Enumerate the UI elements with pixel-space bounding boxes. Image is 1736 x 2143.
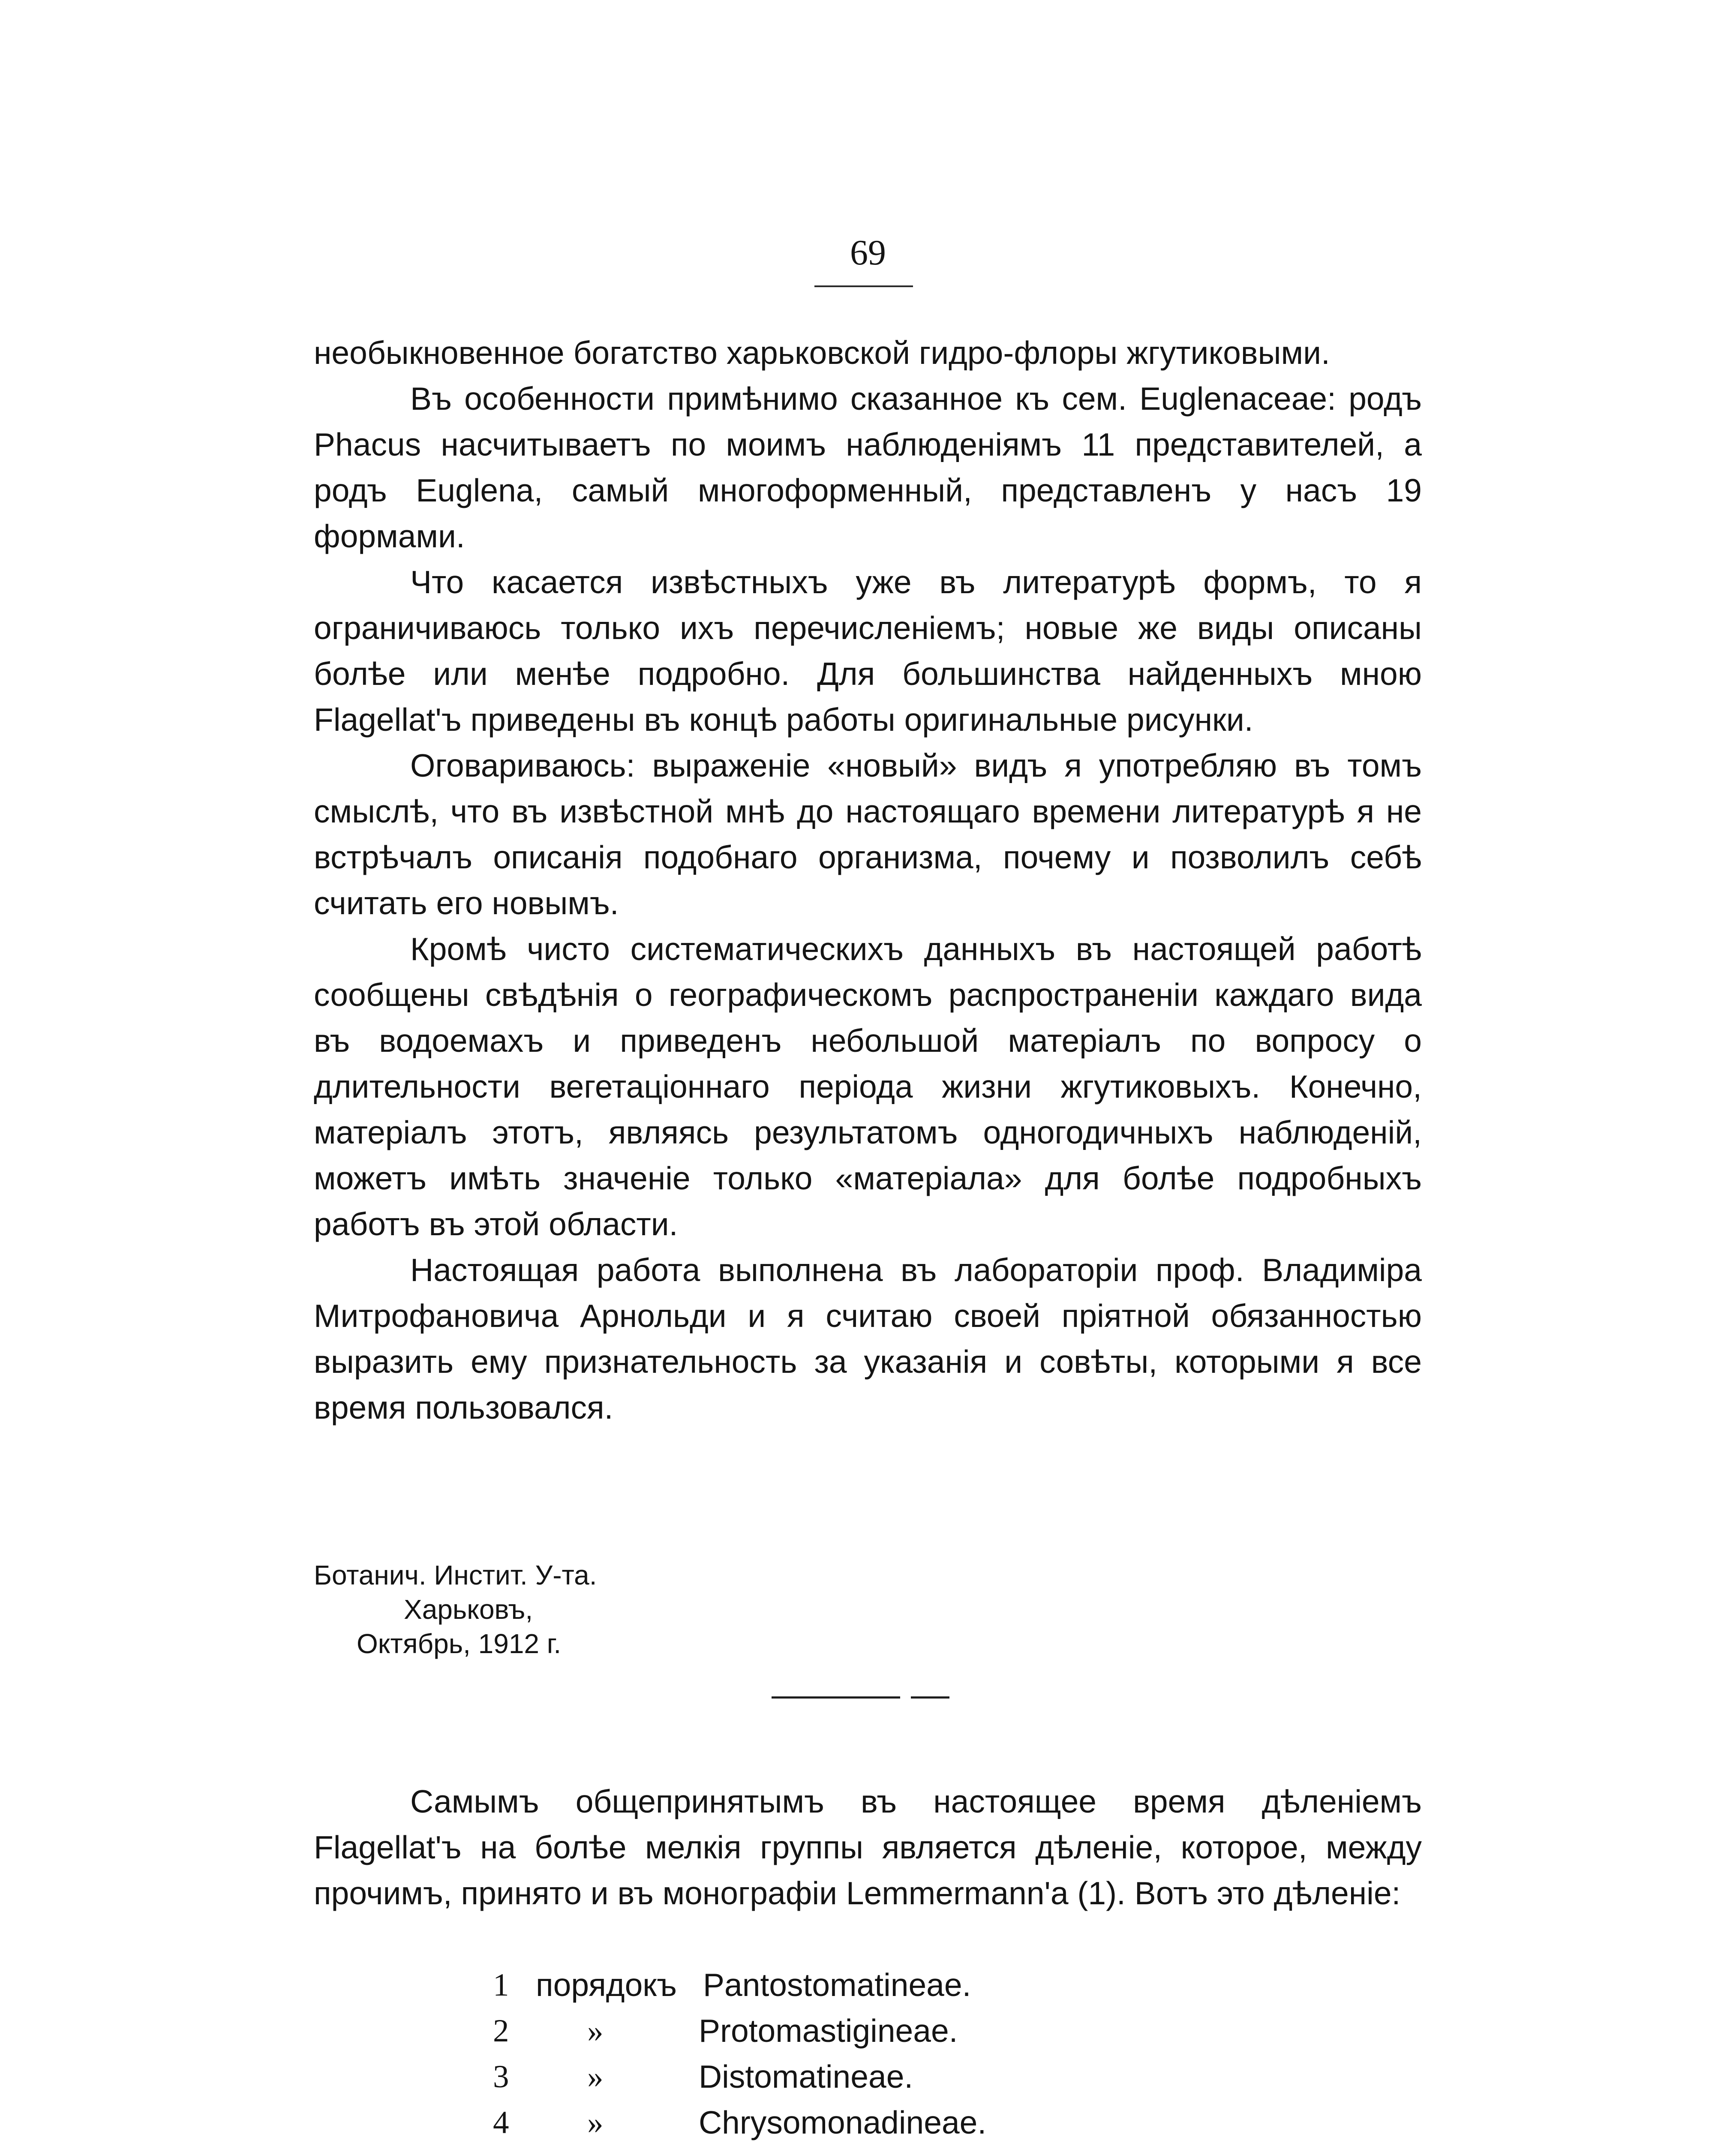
order-name: Distomatineae.: [699, 2059, 913, 2095]
order-number: 4: [493, 2105, 509, 2140]
order-number: 2: [493, 2013, 509, 2049]
order-number: 3: [493, 2059, 509, 2095]
paragraph-classification: Самымъ общепринятымъ въ настоящее время дѣленiемъ Flagellat'ъ на болѣе мелкiя группы является дѣленiе, которое, между прочимъ, принято и въ монографiи Lemmermann'a (1). Вотъ это дѣленiе:: [314, 1783, 1422, 1911]
paragraph-continuation: необыкновенное богатство харьковской гидро-флоры жгутиковыми.: [314, 335, 1330, 371]
order-number: 1: [493, 1967, 509, 2003]
section-divider-tail: [911, 1696, 949, 1699]
ditto-mark: »: [587, 2105, 604, 2140]
paragraph-distribution: Кромѣ чисто систематическихъ данныхъ въ настоящей работѣ сообщены свѣдѣнiя о географическомъ распространенiи каждаго вида въ водоемахъ и приведенъ небольшой матерiалъ по вопросу о длительности вегетацiоннаго перiода жизни жгутиковыхъ. Конечно, матерiалъ этотъ, являясь результатомъ одногодичныхъ наблюденiй, можетъ имѣть значенiе только «матерiала» для болѣе подробныхъ работъ въ этой области.: [314, 931, 1422, 1242]
order-name: Protomastigineae.: [699, 2013, 958, 2049]
page-number: 69: [850, 233, 886, 273]
paragraph-acknowledgment: Настоящая работа выполнена въ лабораторiи проф. Владимiра Митрофановича Арнольди и я считаю своей прiятной обязанностью выразить ему признательность за указанiя и совѣты, которыми я все время пользовался.: [314, 1252, 1422, 1426]
ditto-mark: »: [587, 2013, 604, 2049]
paragraph-new-species: Оговариваюсь: выраженiе «новый» видъ я употребляю въ томъ смыслѣ, что въ извѣстной мнѣ до настоящаго времени литературѣ я не встрѣчалъ описанiя подобнаго организма, почему и позволилъ себѣ считать его новымъ.: [314, 747, 1422, 921]
classification-intro: [314, 1779, 1422, 1916]
page-number-rule: [814, 285, 913, 287]
body-text: [314, 330, 1422, 1431]
order-name: Chrysomonadineae.: [699, 2104, 987, 2140]
order-label: порядокъ: [536, 1967, 677, 2003]
signature-date: Октябрь, 1912 г.: [357, 1628, 562, 1659]
paragraph-known-forms: Что касается извѣстныхъ уже въ литературѣ формъ, то я ограничиваюсь только ихъ перечисленiемъ; новые же виды описаны болѣе или менѣе подробно. Для большинства найденныхъ мною Flagellat'ъ приведены въ концѣ работы оригинальные рисунки.: [314, 564, 1422, 738]
paragraph-euglenaceae: Въ особенности примѣнимо сказанное къ сем. Euglenaceae: родъ Phacus насчитываетъ по моимъ наблюденiямъ 11 представителей, а родъ Euglena, самый многоформенный, представленъ у насъ 19 формами.: [314, 381, 1422, 554]
signature-institute: Ботанич. Инстит. У-та.: [314, 1560, 597, 1591]
ditto-mark: »: [587, 2059, 604, 2095]
order-name: Pantostomatineae.: [703, 1967, 971, 2003]
signature-city: Харьковъ,: [404, 1594, 533, 1625]
signature-block: [314, 1558, 597, 1661]
section-divider: [772, 1696, 900, 1699]
